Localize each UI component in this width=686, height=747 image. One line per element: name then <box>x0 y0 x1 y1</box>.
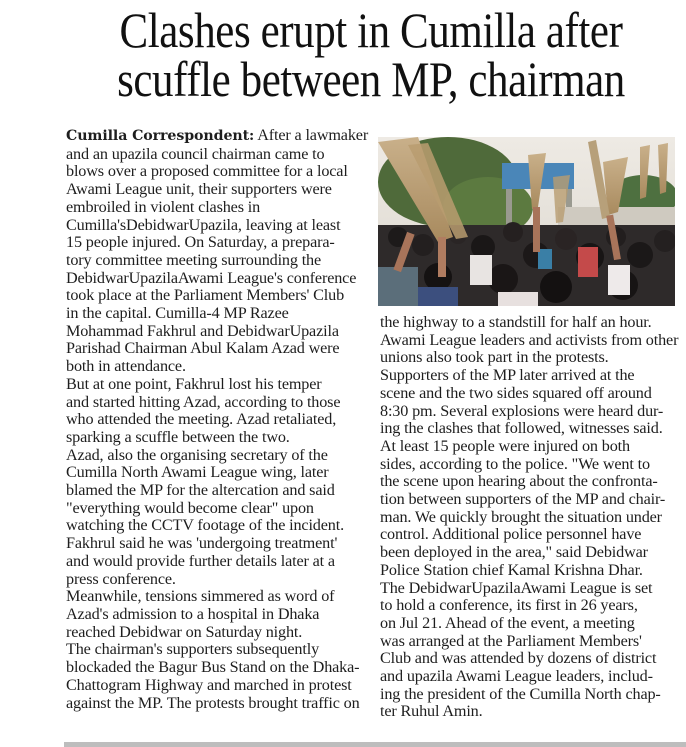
article-column-left <box>66 126 369 712</box>
article-line: Awami League unit, their supporters were <box>66 180 332 199</box>
article-line: DebidwarUpazilaAwami League's conference <box>66 268 357 287</box>
article-line: sides, according to the police. "We went to <box>380 454 650 473</box>
article-line: tory committee meeting surrounding the <box>66 250 322 269</box>
article-line: unions also took part in the protests. <box>380 348 609 367</box>
article-line: and an upazila council chairman came to <box>66 144 325 163</box>
headline-line-2: scuffle between MP, chairman <box>117 51 625 107</box>
article-line: took place at the Parliament Members' Club <box>66 286 345 305</box>
article-line: who attended the meeting. Azad retaliated, <box>66 410 337 429</box>
article-line: Azad's admission to a hospital in Dhaka <box>66 604 320 623</box>
article-line: blockaded the Bagur Bus Stand on the Dhaka- <box>66 658 360 677</box>
article-line: Cumilla'sDebidwarUpazila, leaving at least <box>66 215 341 234</box>
article-line: blows over a proposed committee for a local <box>66 162 348 181</box>
article-line: press conference. <box>66 569 176 588</box>
article-line: reached Debidwar on Saturday night. <box>66 622 303 641</box>
article-line: Mohammad Fakhrul and DebidwarUpazila <box>66 321 339 340</box>
article-line: and started hitting Azad, according to those <box>66 392 341 411</box>
article-line: Azad, also the organising secretary of the <box>66 445 328 464</box>
article-line: both in attendance. <box>66 357 186 376</box>
article-line: the scene upon hearing about the confronta- <box>380 472 658 491</box>
article-line: and upazila Awami League leaders, includ- <box>380 667 653 686</box>
article-line: "everything would become clear" upon <box>66 498 314 517</box>
headline-line-1: Clashes erupt in Cumilla after <box>119 2 623 58</box>
article-line: Cumilla North Awami League wing, later <box>66 463 329 482</box>
article-line: Awami League leaders and activists from other <box>380 330 679 349</box>
article-line: and would provide further details later at a <box>66 551 335 570</box>
article-line: against the MP. The protests brought traffic on <box>66 693 360 712</box>
bottom-rule <box>64 742 686 747</box>
article-line: At least 15 people were injured on both <box>380 436 630 455</box>
article-line: Chattogram Highway and marched in protest <box>66 675 352 694</box>
article-line: 15 people injured. On Saturday, a prepara- <box>66 233 335 252</box>
dateline: Cumilla Correspondent: <box>66 128 255 144</box>
article-line: ing the clashes that followed, witnesses said. <box>380 419 663 438</box>
article-line: in the capital. Cumilla-4 MP Razee <box>66 304 289 323</box>
article-line: blamed the MP for the altercation and said <box>66 481 335 500</box>
article-line: Police Station chief Kamal Krishna Dhar. <box>380 560 643 579</box>
headline <box>104 2 639 107</box>
article-line: ing the president of the Cumilla North chap- <box>380 684 661 703</box>
article-line: been deployed in the area," said Debidwar <box>380 543 648 562</box>
article-line: 8:30 pm. Several explosions were heard dur- <box>380 401 664 420</box>
article-line: scene and the two sides squared off around <box>380 383 652 402</box>
article-line: sparking a scuffle between the two. <box>66 427 290 446</box>
article-line: the highway to a standstill for half an hour. <box>380 313 652 331</box>
article-line <box>66 126 369 146</box>
article-line: Fakhrul said he was 'undergoing treatment' <box>66 534 338 553</box>
article-line: Supporters of the MP later arrived at the <box>380 366 635 385</box>
article-line: Meanwhile, tensions simmered as word of <box>66 587 335 606</box>
article-line: on Jul 21. Ahead of the event, a meeting <box>380 613 635 632</box>
article-line: The DebidwarUpazilaAwami League is set <box>380 578 653 597</box>
article-line: ter Ruhul Amin. <box>380 702 483 721</box>
article-line: was arranged at the Parliament Members' <box>380 631 642 650</box>
article-line: tion between supporters of the MP and chair- <box>380 490 666 509</box>
article-line: to hold a conference, its first in 26 years, <box>380 596 638 615</box>
article-line: embroiled in violent clashes in <box>66 197 261 216</box>
article-column-right <box>380 314 680 721</box>
article-line: watching the CCTV footage of the incident. <box>66 516 344 535</box>
article-line: control. Additional police personnel have <box>380 525 642 544</box>
article-line-text: After a lawmaker <box>254 126 369 144</box>
article-line: Club and was attended by dozens of district <box>380 649 657 668</box>
photo-illustration <box>378 137 675 306</box>
protest-crowd-photo <box>378 137 675 306</box>
article-line: The chairman's supporters subsequently <box>66 640 320 659</box>
article-line: But at one point, Fakhrul lost his temper <box>66 374 322 393</box>
article-line: Parishad Chairman Abul Kalam Azad were <box>66 339 340 358</box>
article-line: man. We quickly brought the situation under <box>380 507 662 526</box>
